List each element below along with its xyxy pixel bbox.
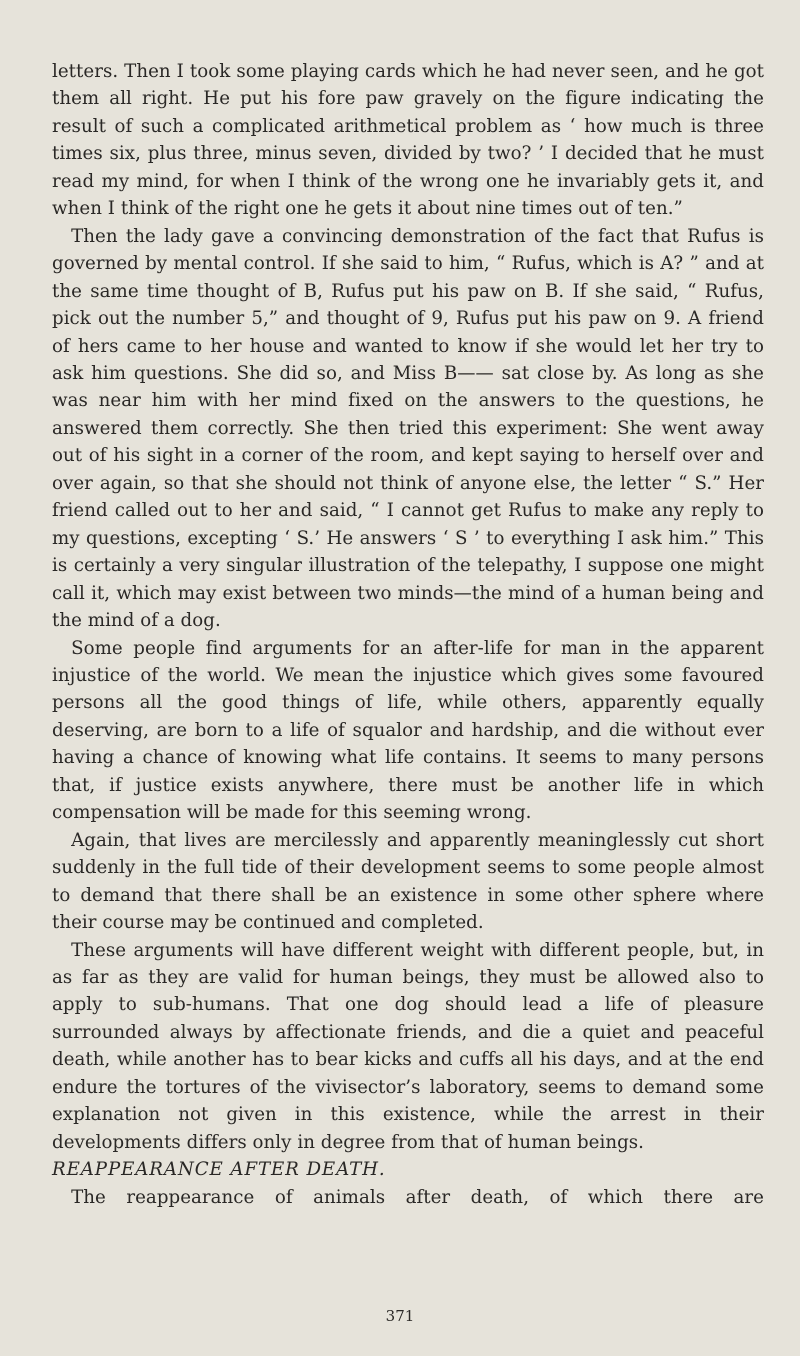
page-number: 371: [385, 1307, 415, 1325]
paragraph-1: letters. Then I took some playing cards which he had never seen, and he got them all right. He put his fore paw gravely on the figure indicating the result of such a complicated arithmetical problem as ‘ how much is three times six, plus three, minus seven, divided by two? ’ I decided that he must read my mind, for when I think of the wrong one he invariably gets it, and when I think of the right one he gets it about nine times out of ten.”: [52, 61, 764, 220]
paragraph-3: Some people find arguments for an after-life for man in the apparent injustice of the world. We mean the injustice which gives some favoured persons all the good things of life, while others, apparently equally deserving, are born to a life of squalor and hardship, and die without ever having a chance of knowing what life contains. It seems to many persons that, if justice exists anywhere, there must be another life in which compensation will be made for this seeming wrong.: [52, 637, 764, 824]
paragraph-4: Again, that lives are mercilessly and apparently meaninglessly cut short suddenly in the full tide of their development seems to some people almost to demand that there shall be an existence in some other sphere where their course may be continued and completed.: [52, 829, 764, 934]
section-heading: REAPPEARANCE AFTER DEATH.: [52, 1159, 386, 1181]
paragraph-5: These arguments will have different weight with different people, but, in as far as they are valid for human beings, they must be allowed also to apply to sub-humans. That one dog should lead a life of pleasure surrounded always by affectionate friends, and die a quiet and peaceful death, while another has to bear kicks and cuffs all his days, and at the end endure the tortures of the vivisector’s laboratory, seems to demand some explanation not given in this existence, while the arrest in their developments differs only in degree from that of human beings.: [52, 939, 764, 1153]
paragraph-2: Then the lady gave a convincing demonstration of the fact that Rufus is governed by mental control. If she said to him, “ Rufus, which is A? ” and at the same time thought of B, Rufus put his paw on B. If she said, “ Rufus, pick out the number 5,” and thought of 9, Rufus put his paw on 9. A friend of hers came to her house and wanted to know if she would let her try to ask him questions. She did so, and Miss B—— sat close by. As long as she was near him with her mind fixed on the answers to the questions, he answered them correctly. She then tried this experiment: She went away out of his sight in a corner of the room, and kept saying to herself over and over again, so that she should not think of anyone else, the letter “ S.” Her friend called out to her and said, “ I cannot get Rufus to make any reply to my questions, excepting ‘ S.’ He answers ‘ S ’ to everything I ask him.” This is certainly a very singular illustration of the telepathy, I suppose one might call it, which may exist between two minds—the mind of a human being and the mind of a dog.: [52, 225, 764, 632]
page-body: [52, 58, 764, 1211]
paragraph-6: The reappearance of animals after death, of which there are: [71, 1186, 764, 1208]
